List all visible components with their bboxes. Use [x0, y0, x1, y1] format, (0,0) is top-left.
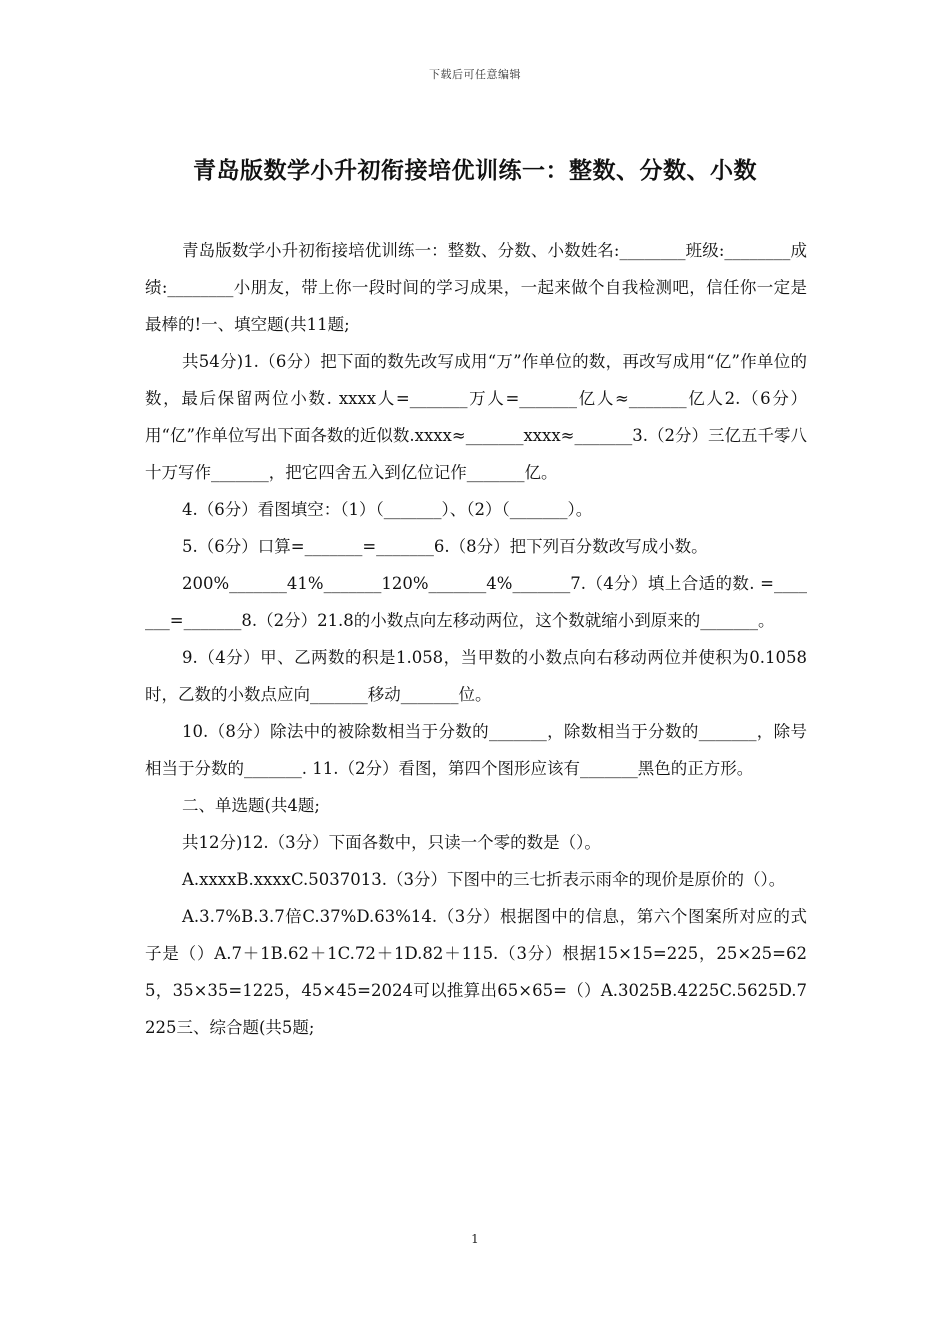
paragraph-intro: 青岛版数学小升初衔接培优训练一：整数、分数、小数姓名:________班级:________成绩:________小朋友，带上你一段时间的学习成果，一起来做个自我检测吧，信任你一定是最棒的!一、填空题(共11题; [145, 241, 807, 334]
document-title: 青岛版数学小升初衔接培优训练一：整数、分数、小数 [193, 157, 757, 184]
paragraph-q9: 9.（4分）甲、乙两数的积是1.058，当甲数的小数点向右移动两位并使积为0.1058时，乙数的小数点应向_______移动_______位。 [145, 648, 807, 704]
paragraph-q1-q3: 共54分)1.（6分）把下面的数先改写成用“万”作单位的数，再改写成用“亿”作单位的数，最后保留两位小数. xxxx人=_______万人=_______亿人≈_______亿人2.（6分）用“亿”作单位写出下面各数的近似数.xxxx≈_______xxxx≈_______3.（2分）三亿五千零八十万写作_______，把它四舍五入到亿位记作_______亿。 [145, 352, 807, 482]
page-header: 下载后可任意编辑 [429, 68, 521, 81]
paragraph-q6-q8: 200%_______41%_______120%_______4%_______7.（4分）填上合适的数. =_______=_______8.（2分）21.8的小数点向左移动两位，这个数就缩小到原来的_______。 [145, 574, 807, 630]
paragraph-q5-q6: 5.（6分）口算=_______=_______6.（8分）把下列百分数改写成小数。 [182, 537, 708, 556]
section-heading-single-choice: 二、单选题(共4题; [182, 796, 320, 815]
paragraph-q10-q11: 10.（8分）除法中的被除数相当于分数的_______，除数相当于分数的_______，除号相当于分数的_______. 11.（2分）看图，第四个图形应该有_______黑色的正方形。 [145, 722, 807, 778]
page-number: 1 [471, 1232, 479, 1246]
document-body [145, 232, 807, 1046]
paragraph-q4: 4.（6分）看图填空：（1）（_______）、（2）（_______）。 [182, 500, 593, 519]
paragraph-q13-q15: A.3.7%B.3.7倍C.37%D.63%14.（3分）根据图中的信息，第六个图案所对应的式子是（）A.7＋1B.62＋1C.72＋1D.82＋115.（3分）根据15×15=225，25×25=625，35×35=1225，45×45=2024可以推算出65×65=（）A.3025B.4225C.5625D.7225三、综合题(共5题; [145, 907, 807, 1037]
paragraph-q12-options-q13: A.xxxxB.xxxxC.5037013.（3分）下图中的三七折表示雨伞的现价是原价的（）。 [182, 870, 786, 889]
paragraph-q12: 共12分)12.（3分）下面各数中，只读一个零的数是（）。 [182, 833, 601, 852]
